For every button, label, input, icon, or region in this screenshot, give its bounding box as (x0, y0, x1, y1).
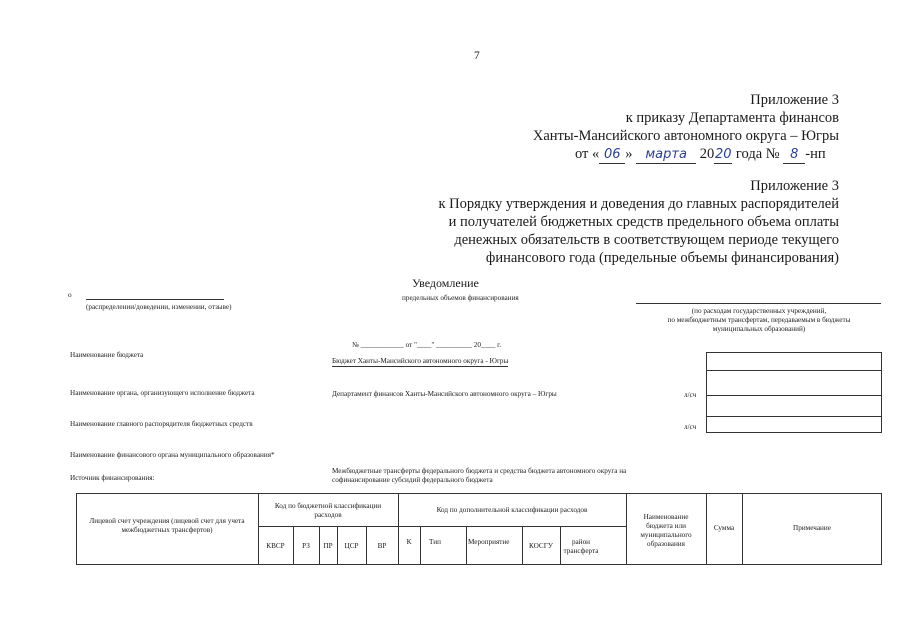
table-grid-line (258, 493, 259, 565)
appendix2-line: к Порядку утверждения и доведения до главных распорядителей (438, 196, 839, 212)
group-budget-header: Код по бюджетной классификации расходов (274, 502, 382, 519)
ls-label-2: л/сч (684, 423, 697, 431)
handwritten-month: марта (636, 146, 696, 164)
handwritten-number: 8 (783, 146, 805, 164)
table-grid-line (466, 526, 467, 565)
municipal-label: Наименование финансового органа муниципального образования* (70, 451, 275, 459)
appendix1-line1: к приказу Департамента финансов (625, 110, 839, 126)
table-grid-line (398, 493, 399, 565)
col-note-header: Примечание (793, 524, 831, 532)
date-prefix: от « (575, 146, 600, 162)
ls-box-divider (706, 416, 882, 417)
notice-o-underline (86, 299, 224, 300)
table-grid-line (258, 526, 626, 527)
col-budget-name-header: Наименование бюджета или муниципального образования (640, 513, 692, 548)
year-prefix: 20 (699, 146, 715, 162)
notice-number-line: № ____________ от "____" __________ 20____ г. (352, 341, 502, 349)
notice-right-underline (636, 303, 881, 304)
appendix2-line: финансового года (предельные объемы финансирования) (485, 250, 839, 266)
appendix2-title: Приложение 3 (750, 178, 839, 194)
appendix1-date-line (575, 146, 826, 164)
notice-title: Уведомление (412, 276, 479, 290)
sub-kvsr: КВСР (266, 542, 285, 550)
sub-pr: ПР (323, 542, 333, 550)
group-extra-header: Код по дополнительной классификации расходов (436, 506, 588, 514)
main-manager-label: Наименование главного распорядителя бюджетных средств (70, 420, 253, 428)
sub-transfer-district: район трансферта (563, 538, 599, 555)
source-label: Источник финансирования: (70, 474, 155, 482)
sub-rz: РЗ (302, 542, 310, 550)
appendix2-line: денежных обязательств в соответствующем периоде текущего (454, 232, 839, 248)
notice-o-note: (распределении/доведении, изменении, отзыве) (86, 303, 232, 311)
ls-box (706, 370, 882, 433)
table-grid-line (560, 526, 561, 565)
budget-code-box (706, 352, 882, 371)
appendix1-line2: Ханты-Мансийского автономного округа – Югры (532, 128, 839, 144)
ls-box-divider (706, 395, 882, 396)
handwritten-year: 20 (715, 147, 732, 162)
budget-value: Бюджет Ханты-Мансийского автономного округа - Югры (332, 357, 509, 365)
col-account-header: Лицевой счет учреждения (лицевой счет для учета межбюджетных трансфертов) (89, 517, 245, 534)
sub-vr: ВР (377, 542, 387, 550)
number-suffix: -нп (805, 146, 826, 162)
table-grid-line (626, 493, 627, 565)
source-value-2: софинансирование субсидий федерального бюджета (332, 476, 493, 484)
sub-kosgu: КОСГУ (529, 542, 553, 550)
notice-right-note-3: муниципальных образований) (712, 325, 806, 333)
date-quote-close: » (625, 146, 633, 162)
notice-o-label: о (68, 291, 72, 299)
notice-subtitle: предельных объемов финансирования (402, 294, 519, 302)
notice-right-note-2: по межбюджетным трансфертам, передаваемым в бюджеты (667, 316, 851, 324)
notice-right-note-1: (по расходам государственных учреждений, (691, 307, 827, 315)
exec-org-label: Наименование органа, организующего исполнение бюджета (70, 389, 255, 397)
budget-label: Наименование бюджета (70, 351, 144, 359)
sub-type: Тип (429, 538, 441, 546)
col-sum-header: Сумма (713, 524, 735, 532)
appendix2-line: и получателей бюджетных средств предельного объема оплаты (448, 214, 839, 230)
appendix1-title: Приложение 3 (750, 92, 839, 108)
ls-label-1: л/сч (684, 391, 697, 399)
sub-k: К (406, 538, 412, 546)
sub-event: Мероприятие (468, 538, 510, 546)
handwritten-day: 06 (599, 146, 625, 164)
page-number: 7 (474, 50, 480, 62)
exec-org-value: Департамент финансов Ханты-Мансийского автономного округа – Югры (332, 390, 557, 398)
year-word: года № (735, 146, 780, 162)
sub-csr: ЦСР (344, 542, 359, 550)
source-value-1: Межбюджетные трансферты федерального бюджета и средства бюджета автономного округа на (332, 467, 627, 475)
